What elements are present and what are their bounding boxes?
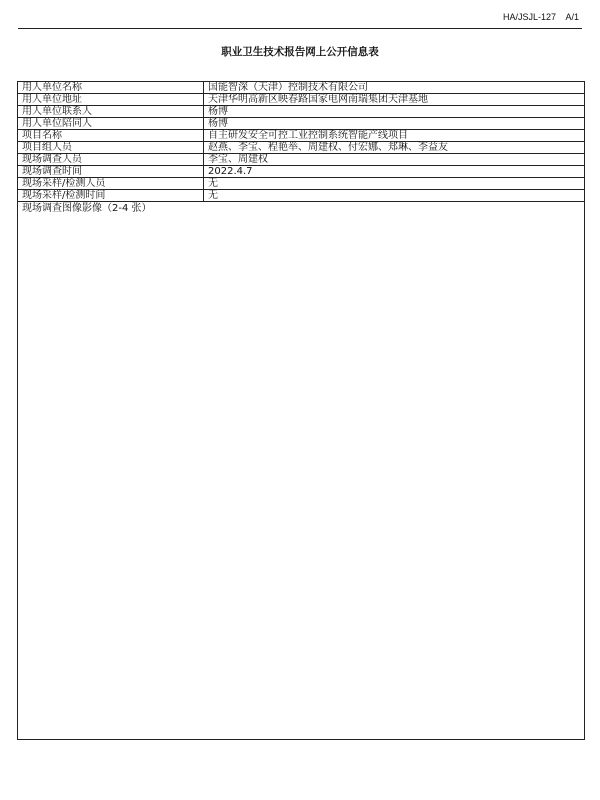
table-row <box>18 166 585 178</box>
document-code: HA/JSJL-127 A/1 <box>502 12 579 22</box>
row-value-employer-address: 天津华明高新区映春路国家电网南瑞集团天津基地 <box>204 94 585 106</box>
row-value-employer-contact: 杨博 <box>204 106 585 118</box>
row-label-project-name: 项目名称 <box>18 130 204 142</box>
row-label-sampling-staff: 现场采样/检测人员 <box>18 178 204 190</box>
survey-images-label: 现场调查图像影像（2-4 张） <box>22 203 152 214</box>
row-label-employer-name: 用人单位名称 <box>18 82 204 94</box>
table-row <box>18 142 585 154</box>
row-label-employer-contact: 用人单位联系人 <box>18 106 204 118</box>
table-row <box>18 94 585 106</box>
table-row <box>18 130 585 142</box>
page-header <box>18 0 582 29</box>
row-label-employer-escort: 用人单位陪同人 <box>18 118 204 130</box>
images-row <box>18 202 585 740</box>
row-value-survey-date: 2022.4.7 <box>204 166 585 178</box>
table-row <box>18 190 585 202</box>
row-label-sampling-date: 现场采样/检测时间 <box>18 190 204 202</box>
row-label-project-team: 项目组人员 <box>18 142 204 154</box>
info-table <box>17 81 585 740</box>
survey-images-area <box>18 202 585 740</box>
row-label-employer-address: 用人单位地址 <box>18 94 204 106</box>
row-value-survey-staff: 李宝、周建权 <box>204 154 585 166</box>
row-label-survey-date: 现场调查时间 <box>18 166 204 178</box>
row-label-survey-staff: 现场调查人员 <box>18 154 204 166</box>
table-row <box>18 178 585 190</box>
row-value-sampling-staff: 无 <box>204 178 585 190</box>
table-row <box>18 154 585 166</box>
table-row <box>18 82 585 94</box>
row-value-employer-name: 国能智深（天津）控制技术有限公司 <box>204 82 585 94</box>
row-value-project-name: 自主研发安全可控工业控制系统智能产线项目 <box>204 130 585 142</box>
table-row <box>18 118 585 130</box>
page-title: 职业卫生技术报告网上公开信息表 <box>221 46 379 58</box>
row-value-employer-escort: 杨博 <box>204 118 585 130</box>
row-value-project-team: 赵燕、李宝、程艳举、周建权、付宏娜、郑琳、李益友 <box>204 142 585 154</box>
row-value-sampling-date: 无 <box>204 190 585 202</box>
table-row <box>18 106 585 118</box>
